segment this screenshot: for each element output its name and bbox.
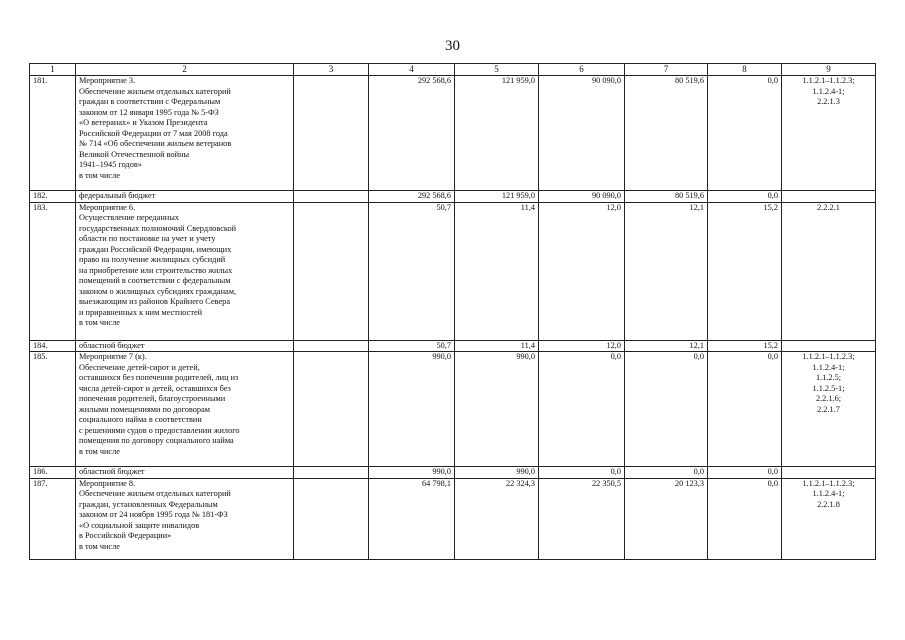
row-cell-7: 0,0 bbox=[625, 352, 708, 467]
table-row bbox=[30, 352, 876, 467]
program-table bbox=[29, 63, 876, 560]
column-header-5: 5 bbox=[455, 64, 539, 76]
row-description: Мероприятие 6. Осуществление переданных государственных полномочий Свердловской области по постановке на учет и учету граждан Российской Федерации, имеющих право на получение жилищных субсидий на приобретение или строительство жилых помещений в соответствии с федеральным законом о жилищных субсидиях гражданам, выезжающим из районов Крайнего Севера и приравненных к ним местностей в том числе bbox=[76, 202, 294, 340]
row-cell-5: 121 959,0 bbox=[455, 191, 539, 203]
row-cell-7: 20 123,3 bbox=[625, 478, 708, 559]
row-cell-6: 90 090,0 bbox=[539, 76, 625, 191]
row-cell-9 bbox=[782, 191, 876, 203]
row-cell-8: 0,0 bbox=[708, 478, 782, 559]
row-cell-3 bbox=[294, 202, 369, 340]
row-cell-8: 0,0 bbox=[708, 352, 782, 467]
column-header-4: 4 bbox=[369, 64, 455, 76]
row-cell-4: 50,7 bbox=[369, 202, 455, 340]
column-header-2: 2 bbox=[76, 64, 294, 76]
row-number: 185. bbox=[30, 352, 76, 467]
table-row bbox=[30, 467, 876, 479]
row-cell-4: 990,0 bbox=[369, 467, 455, 479]
column-header-7: 7 bbox=[625, 64, 708, 76]
row-cell-5: 22 324,3 bbox=[455, 478, 539, 559]
row-number: 183. bbox=[30, 202, 76, 340]
row-cell-8: 0,0 bbox=[708, 76, 782, 191]
row-cell-5: 990,0 bbox=[455, 467, 539, 479]
row-cell-6: 0,0 bbox=[539, 467, 625, 479]
table-row bbox=[30, 191, 876, 203]
row-cell-9: 2.2.2.1 bbox=[782, 202, 876, 340]
column-header-1: 1 bbox=[30, 64, 76, 76]
row-cell-6: 90 090,0 bbox=[539, 191, 625, 203]
row-cell-5: 11,4 bbox=[455, 202, 539, 340]
row-cell-3 bbox=[294, 340, 369, 352]
column-header-8: 8 bbox=[708, 64, 782, 76]
row-cell-3 bbox=[294, 467, 369, 479]
row-cell-8: 0,0 bbox=[708, 467, 782, 479]
table-row bbox=[30, 478, 876, 559]
column-header-3: 3 bbox=[294, 64, 369, 76]
column-header-9: 9 bbox=[782, 64, 876, 76]
row-cell-9: 1.1.2.1–1.1.2.3; 1.1.2.4-1; 2.2.1.3 bbox=[782, 76, 876, 191]
row-description: Мероприятие 8. Обеспечение жильем отдельных категорий граждан, установленных Федеральным законом от 24 ноября 1995 года № 181-ФЗ «О социальной защите инвалидов в Российской Федерации» в том числе bbox=[76, 478, 294, 559]
row-description: областной бюджет bbox=[76, 467, 294, 479]
table-row bbox=[30, 202, 876, 340]
column-number-row bbox=[30, 64, 876, 76]
table-row bbox=[30, 76, 876, 191]
row-cell-7: 80 519,6 bbox=[625, 191, 708, 203]
row-cell-8: 15,2 bbox=[708, 340, 782, 352]
row-cell-7: 12,1 bbox=[625, 202, 708, 340]
row-cell-3 bbox=[294, 191, 369, 203]
row-cell-4: 50,7 bbox=[369, 340, 455, 352]
row-cell-9: 1.1.2.1–1.1.2.3; 1.1.2.4-1; 2.2.1.8 bbox=[782, 478, 876, 559]
row-cell-4: 292 568,6 bbox=[369, 191, 455, 203]
row-cell-4: 292 568,6 bbox=[369, 76, 455, 191]
row-cell-7: 12,1 bbox=[625, 340, 708, 352]
table-row bbox=[30, 340, 876, 352]
row-description: областной бюджет bbox=[76, 340, 294, 352]
row-cell-7: 0,0 bbox=[625, 467, 708, 479]
row-cell-8: 0,0 bbox=[708, 191, 782, 203]
row-cell-5: 11,4 bbox=[455, 340, 539, 352]
row-cell-4: 64 798,1 bbox=[369, 478, 455, 559]
row-cell-6: 12,0 bbox=[539, 202, 625, 340]
row-description: федеральный бюджет bbox=[76, 191, 294, 203]
row-cell-8: 15,2 bbox=[708, 202, 782, 340]
row-description: Мероприятие 3. Обеспечение жильем отдельных категорий граждан в соответствии с Федеральным законом от 12 января 1995 года № 5-ФЗ «О ветеранах» и Указом Президента Российской Федерации от 7 мая 2008 года № 714 «Об обеспечении жильем ветеранов Великой Отечественной войны 1941–1945 годов» в том числе bbox=[76, 76, 294, 191]
row-cell-6: 12,0 bbox=[539, 340, 625, 352]
row-number: 184. bbox=[30, 340, 76, 352]
row-cell-5: 121 959,0 bbox=[455, 76, 539, 191]
row-number: 186. bbox=[30, 467, 76, 479]
row-cell-4: 990,0 bbox=[369, 352, 455, 467]
row-cell-7: 80 519,6 bbox=[625, 76, 708, 191]
column-header-6: 6 bbox=[539, 64, 625, 76]
row-cell-6: 22 350,5 bbox=[539, 478, 625, 559]
row-description: Мероприятие 7 (к). Обеспечение детей-сирот и детей, оставшихся без попечения родителей, лиц из числа детей-сирот и детей, оставшихся без попечения родителей, благоустроенными жилыми помещениями по договорам социального найма в соответствии с решениями судов о предоставлении жилого помещения по договору социального найма в том числе bbox=[76, 352, 294, 467]
row-number: 182. bbox=[30, 191, 76, 203]
row-cell-5: 990,0 bbox=[455, 352, 539, 467]
row-cell-9 bbox=[782, 467, 876, 479]
page-number: 30 bbox=[445, 38, 460, 54]
row-cell-9 bbox=[782, 340, 876, 352]
row-number: 187. bbox=[30, 478, 76, 559]
row-cell-9: 1.1.2.1–1.1.2.3; 1.1.2.4-1; 1.1.2.5; 1.1.2.5-1; 2.2.1.6; 2.2.1.7 bbox=[782, 352, 876, 467]
row-number: 181. bbox=[30, 76, 76, 191]
row-cell-3 bbox=[294, 76, 369, 191]
row-cell-3 bbox=[294, 352, 369, 467]
row-cell-6: 0,0 bbox=[539, 352, 625, 467]
row-cell-3 bbox=[294, 478, 369, 559]
